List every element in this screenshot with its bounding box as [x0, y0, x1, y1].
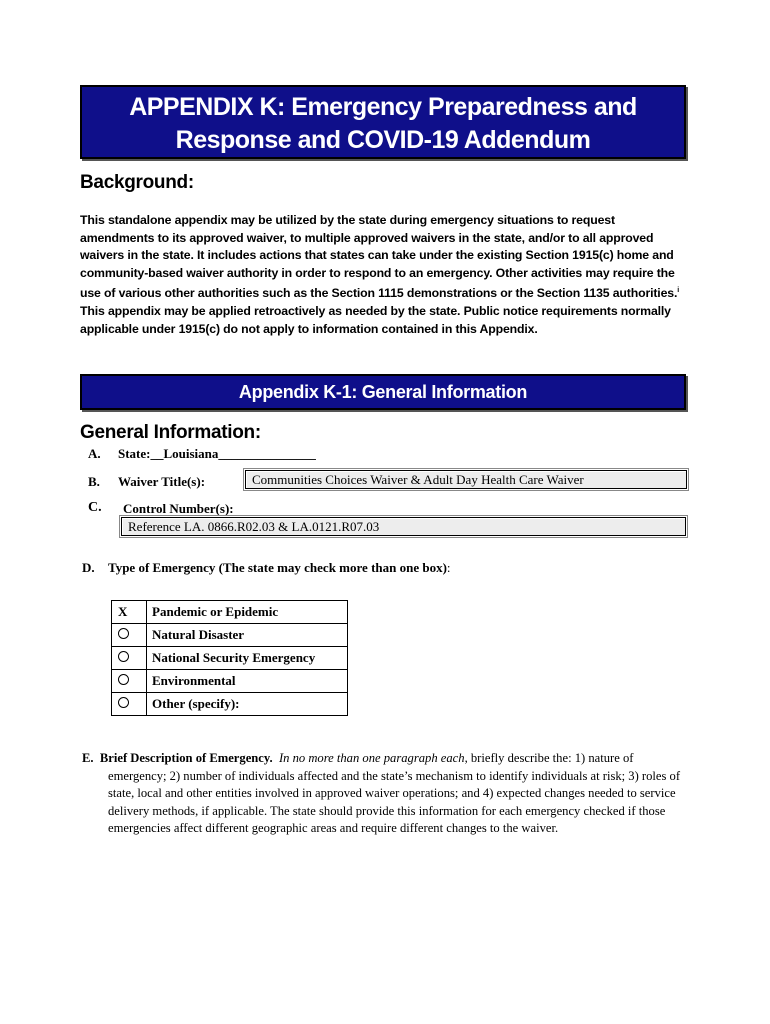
emergency-option-row [112, 647, 348, 670]
waiver-title-field[interactable]: Communities Choices Waiver & Adult Day Health Care Waiver [245, 470, 687, 489]
background-text-part1: This standalone appendix may be utilized by the state during emergency situations to request amendments to its approved waiver, to multiple approved waivers in the state, and/or to all approved waivers in the state. It includes actions that states can take under the existing Section 1915(c) home and community-based waiver authority in order to respond to an emergency. Other activities may require the use of various other authorities such as the Section 1115 demonstrations or the Section 1135 authorities. [80, 213, 678, 301]
pandemic-label: Pandemic or Epidemic [147, 601, 348, 624]
background-heading: Background: [80, 172, 194, 193]
radio-circle-icon [118, 651, 129, 662]
other-label: Other (specify): [147, 693, 348, 716]
radio-circle-icon [118, 697, 129, 708]
brief-description-paragraph [82, 750, 692, 838]
emergency-type-colon: : [446, 560, 451, 575]
emergency-option-row [112, 624, 348, 647]
appendix-title-banner [80, 85, 686, 159]
state-letter: A. [88, 446, 101, 461]
environmental-label: Environmental [147, 670, 348, 693]
emergency-option-row [112, 601, 348, 624]
appendix-title-line2: Response and COVID-19 Addendum [175, 126, 591, 154]
natural-disaster-checkbox[interactable] [112, 624, 147, 647]
brief-italic: In no more than one paragraph each [278, 751, 465, 765]
radio-circle-icon [118, 674, 129, 685]
control-number-letter: C. [88, 500, 102, 515]
brief-heading: Brief Description of Emergency. [99, 751, 273, 765]
general-info-heading: General Information: [80, 422, 261, 443]
national-security-label: National Security Emergency [147, 647, 348, 670]
control-number-row [88, 500, 102, 516]
environmental-checkbox[interactable] [112, 670, 147, 693]
emergency-type-table [111, 600, 348, 716]
control-number-field[interactable]: Reference LA. 0866.R02.03 & LA.0121.R07.03 [121, 517, 686, 536]
waiver-title-letter: B. [88, 474, 100, 489]
emergency-type-label: Type of Emergency (The state may check more than one box) [108, 560, 447, 575]
footnote-marker[interactable]: i [677, 287, 680, 295]
waiver-title-row [88, 474, 206, 490]
emergency-type-letter: D. [82, 560, 95, 575]
state-row [88, 446, 316, 462]
pandemic-checkbox[interactable] [112, 601, 147, 624]
waiver-title-label: Waiver Title(s): [118, 474, 206, 489]
state-label: State:__Louisiana_______________ [118, 446, 316, 461]
brief-letter: E. [82, 751, 94, 765]
control-number-label: Control Number(s): [123, 501, 234, 516]
other-checkbox[interactable] [112, 693, 147, 716]
appendix-title-line1: APPENDIX K: Emergency Preparedness and [129, 93, 637, 121]
emergency-type-row [82, 560, 451, 576]
background-paragraph [80, 212, 680, 338]
natural-disaster-label: Natural Disaster [147, 624, 348, 647]
emergency-option-row [112, 693, 348, 716]
emergency-option-row [112, 670, 348, 693]
radio-circle-icon [118, 628, 129, 639]
national-security-checkbox[interactable] [112, 647, 147, 670]
section-band: Appendix K-1: General Information [80, 374, 686, 410]
background-text-part2: This appendix may be applied retroactively as needed by the state. Public notice requirements normally applicable under 1915(c) do not apply to information contained in this Appendix. [80, 304, 671, 336]
emergency-type-label-wrap [108, 560, 451, 576]
pandemic-check-mark: X [118, 604, 128, 619]
brief-text: , briefly describe the: 1) nature of emergency; 2) number of individuals affected and the state’s mechanism to identify individuals at risk; 3) roles of state, local and other entities involved in approved waiver operations; and 4) expected changes needed to service delivery methods, if applicable. The state should provide this information for each emergency checked if those emergencies affect different geographic areas and require different changes to the waiver. [108, 751, 681, 836]
